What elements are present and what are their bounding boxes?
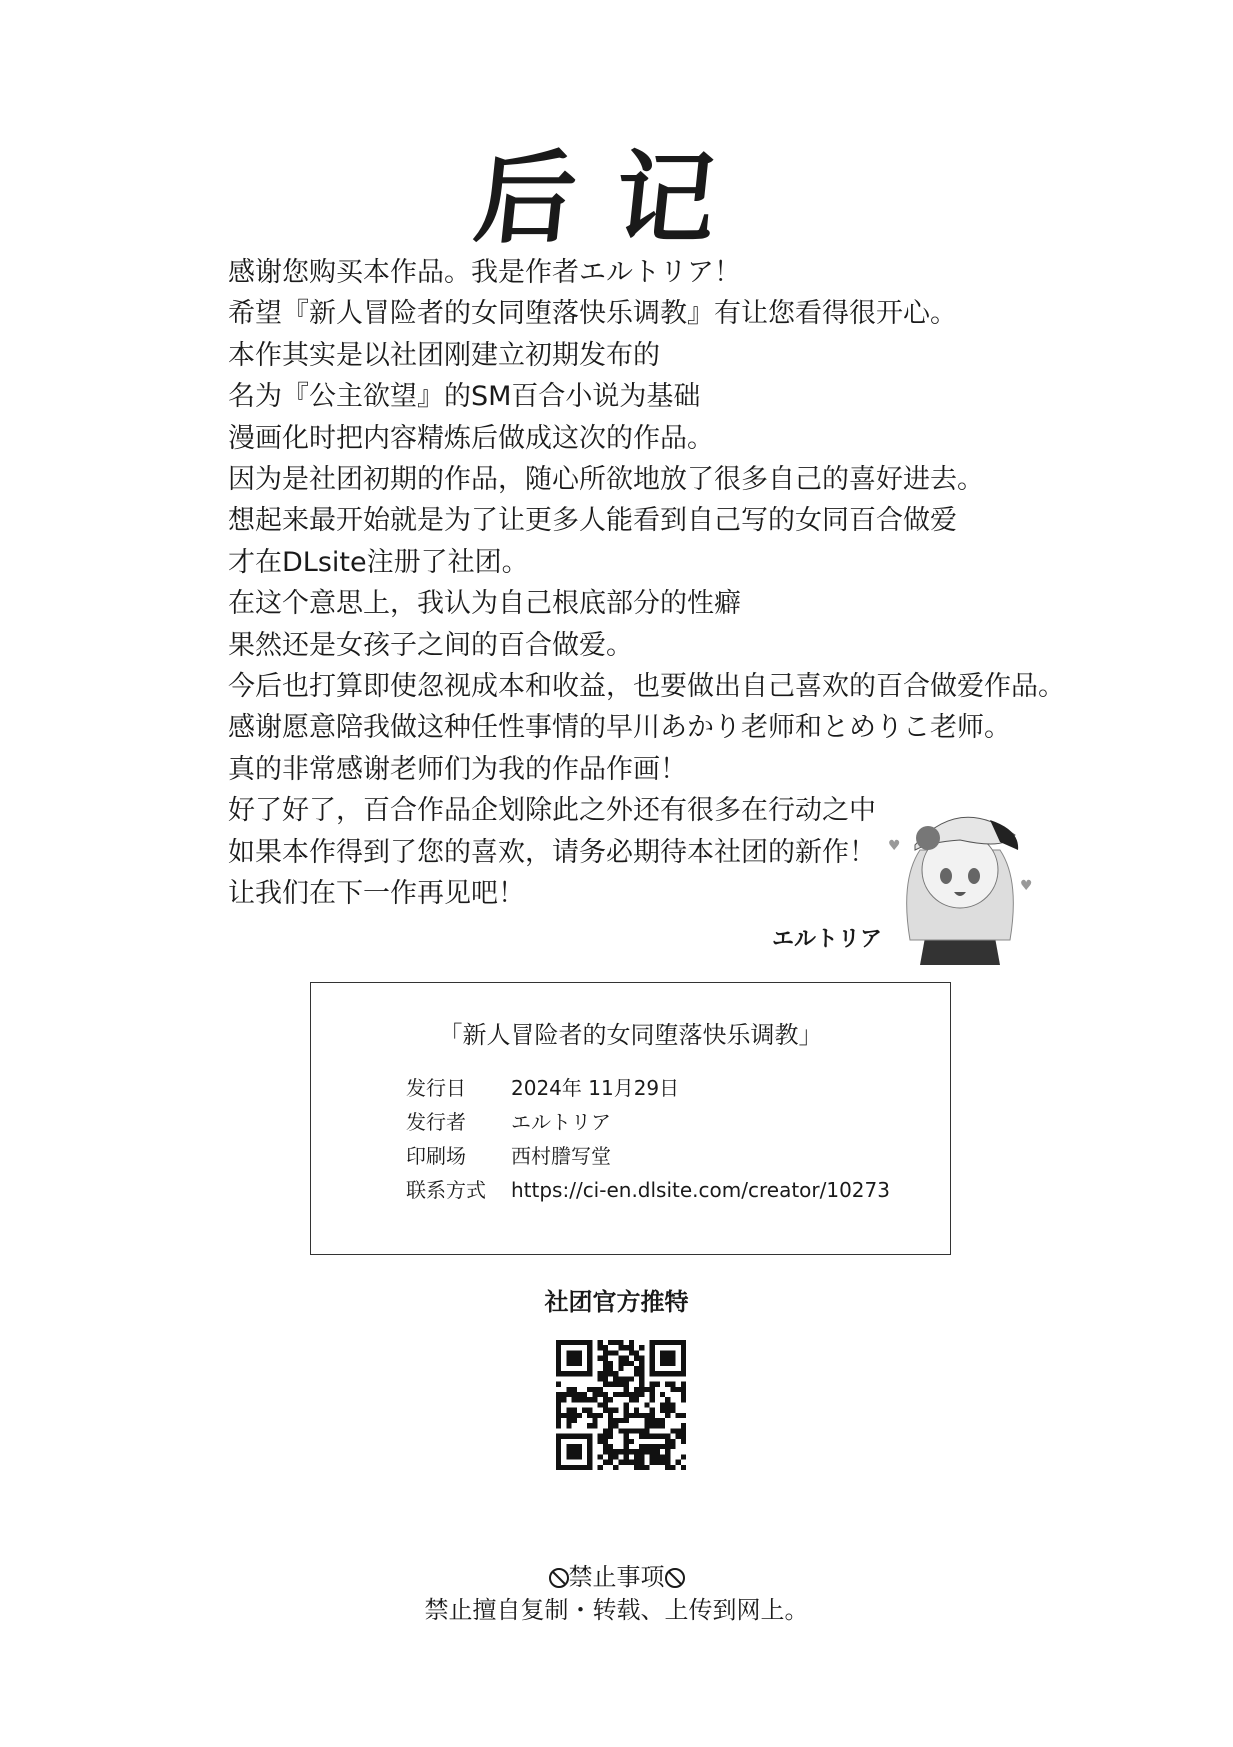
colophon-row-date xyxy=(406,1071,890,1105)
body-line: 本作其实是以社团刚建立初期发布的 xyxy=(228,339,660,371)
prohibition-text: 禁止擅自复制・转载、上传到网上。 xyxy=(424,1596,809,1624)
contact-link[interactable]: https://ci-en.dlsite.com/creator/10273 xyxy=(511,1178,890,1202)
prohibition-heading xyxy=(0,1557,1233,1592)
body-line: 感谢您购买本作品。我是作者エルトリア！ xyxy=(228,257,741,288)
colophon-row-publisher xyxy=(406,1105,890,1139)
body-line: 才在DLsite注册了社团。 xyxy=(228,546,529,578)
colophon-row-printer xyxy=(406,1139,890,1173)
row-label: 联系方式 xyxy=(406,1178,486,1202)
body-line: 感谢愿意陪我做这种任性事情的早川あかり老师和とめりこ老师。 xyxy=(228,712,1011,744)
body-line: 因为是社团初期的作品，随心所欲地放了很多自己的喜好进去。 xyxy=(228,464,984,496)
prohibition-heading-text: 禁止事项 xyxy=(568,1563,665,1591)
qr-code[interactable] xyxy=(556,1340,686,1470)
body-line: 漫画化时把内容精炼后做成这次的作品。 xyxy=(228,422,714,454)
body-line: 希望『新人冒险者的女同堕落快乐调教』有让您看得很开心。 xyxy=(228,298,957,330)
body-line: 好了好了，百合作品企划除此之外还有很多在行动之中 xyxy=(228,795,876,827)
colophon-row-contact xyxy=(406,1173,890,1207)
row-label: 印刷场 xyxy=(406,1144,466,1168)
row-value: 2024年 11月29日 xyxy=(511,1076,680,1100)
page-title: 后记 xyxy=(469,139,762,257)
colophon-box xyxy=(310,982,951,1255)
row-value: 西村謄写堂 xyxy=(511,1144,611,1168)
body-line: 今后也打算即使忽视成本和收益，也要做出自己喜欢的百合做爱作品。 xyxy=(228,671,1065,703)
row-label: 发行日 xyxy=(406,1076,466,1100)
body-line: 如果本作得到了您的喜欢，请务必期待本社团的新作！ xyxy=(228,836,876,868)
body-line: 让我们在下一作再见吧！ xyxy=(228,878,525,910)
svg-text:♥: ♥ xyxy=(1020,878,1033,894)
svg-text:♥: ♥ xyxy=(888,838,901,854)
body-line: 真的非常感谢老师们为我的作品作画！ xyxy=(228,753,687,785)
mascot-illustration xyxy=(880,790,1040,970)
twitter-heading: 社团官方推特 xyxy=(544,1288,689,1316)
body-line: 果然还是女孩子之间的百合做爱。 xyxy=(228,629,633,661)
prohibited-icon xyxy=(665,1568,685,1588)
author-signature: エルトリア xyxy=(772,926,883,952)
row-value: エルトリア xyxy=(511,1110,611,1134)
body-line: 想起来最开始就是为了让更多人能看到自己写的女同百合做爱 xyxy=(228,505,957,537)
body-line: 名为『公主欲望』的SM百合小说为基础 xyxy=(228,381,701,413)
row-label: 发行者 xyxy=(406,1110,466,1134)
prohibited-icon xyxy=(549,1568,569,1588)
colophon-title: 「新人冒险者的女同堕落快乐调教」 xyxy=(438,1021,823,1049)
body-line: 在这个意思上，我认为自己根底部分的性癖 xyxy=(228,588,741,620)
